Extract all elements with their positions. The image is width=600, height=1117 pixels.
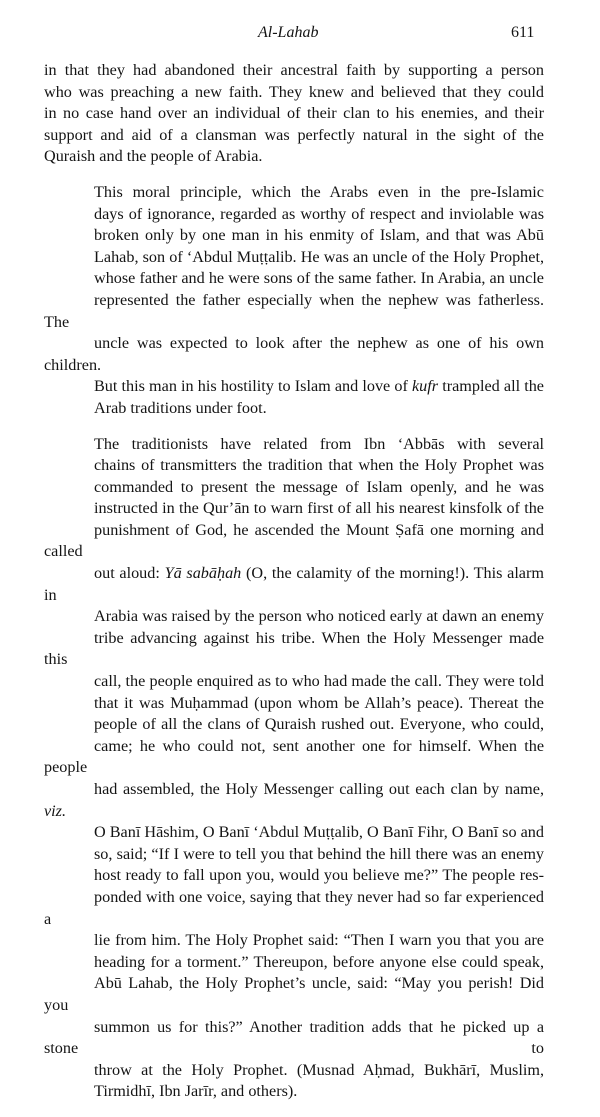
- body-text: [44, 60, 544, 1117]
- running-title: Al-Lahab: [258, 24, 319, 41]
- text-line: This moral principle, which the Arabs even in the pre-Islamic: [94, 182, 544, 201]
- text-line: throw at the Holy Prophet. (Musnad Aḥmad, Bukhārī, Muslim,: [94, 1060, 544, 1079]
- text-line: broken only by one man in his enmity of Islam, and that was Abū: [94, 226, 544, 245]
- paragraph: [44, 434, 544, 1103]
- text-line: had assembled, the Holy Messenger calling out each clan by name, viz.: [44, 780, 544, 820]
- text-line: call, the people enquired as to who had made the call. They were told: [94, 672, 544, 691]
- text-line: heading for a torment.” Thereupon, before anyone else could speak,: [94, 952, 544, 971]
- text-line: The traditionists have related from Ibn ‘Abbās with several: [94, 434, 544, 453]
- text-line: summon us for this?” Another tradition adds that he picked up a stone to: [44, 1017, 544, 1058]
- text-line: But this man in his hostility to Islam and love of kufr trampled all the: [94, 377, 544, 396]
- page-number: 611: [511, 24, 535, 41]
- text-line: Arabia was raised by the person who noticed early at dawn an enemy: [94, 607, 544, 626]
- text-line: support and aid of a clansman was perfectly natural in the sight of the: [44, 125, 544, 144]
- text-line: people of all the clans of Quraish rushed out. Everyone, who could,: [94, 715, 544, 734]
- text-line: came; he who could not, sent another one for himself. When the people: [44, 736, 544, 777]
- text-line: who was preaching a new faith. They knew and believed that they could: [44, 82, 544, 101]
- paragraph: [44, 60, 544, 168]
- text-line: Tirmidhī, Ibn Jarīr, and others).: [94, 1082, 298, 1101]
- page-header: [0, 24, 600, 46]
- text-line: ponded with one voice, saying that they never had so far experienced a: [44, 887, 544, 928]
- text-line: punishment of God, he ascended the Mount Ṣafā one morning and called: [44, 520, 544, 561]
- text-line: in that they had abandoned their ancestral faith by supporting a person: [44, 61, 544, 79]
- text-line: out aloud: Yā sabāḥah (O, the calamity of the morning!). This alarm in: [44, 564, 544, 604]
- text-line: tribe advancing against his tribe. When the Holy Messenger made this: [44, 628, 544, 669]
- text-line: that it was Muḥammad (upon whom be Allah’s peace). Thereat the: [94, 693, 544, 712]
- text-line: whose father and he were sons of the same father. In Arabia, an uncle: [94, 269, 544, 288]
- text-line: Abū Lahab, the Holy Prophet’s uncle, said: “May you perish! Did you: [44, 974, 544, 1014]
- text-line: in no case hand over an individual of their clan to his enemies, and their: [44, 104, 544, 123]
- text-line: represented the father especially when the nephew was fatherless. The: [44, 290, 544, 331]
- text-line: lie from him. The Holy Prophet said: “Then I warn you that you are: [94, 931, 544, 950]
- text-line: days of ignorance, regarded as worthy of respect and inviolable was: [94, 204, 544, 223]
- text-line: O Banī Hāshim, O Banī ‘Abdul Muṭṭalib, O Banī Fihr, O Banī so and: [94, 823, 544, 842]
- text-line: Quraish and the people of Arabia.: [44, 147, 263, 166]
- text-line: chains of transmitters the tradition that when the Holy Prophet was: [94, 456, 544, 475]
- text-line: instructed in the Qur’ān to warn first of all his nearest kinsfolk of the: [94, 499, 544, 518]
- text-line: host ready to fall upon you, would you believe me?” The people res-: [94, 866, 544, 885]
- text-line: so, said; “If I were to tell you that behind the hill there was an enemy: [94, 844, 544, 863]
- paragraph: [44, 182, 544, 420]
- text-line: Lahab, son of ‘Abdul Muṭṭalib. He was an uncle of the Holy Prophet,: [94, 247, 544, 266]
- text-line: commanded to present the message of Islam openly, and he was: [94, 477, 544, 496]
- text-line: uncle was expected to look after the nephew as one of his own children.: [44, 334, 544, 374]
- text-line: Arab traditions under foot.: [94, 398, 267, 417]
